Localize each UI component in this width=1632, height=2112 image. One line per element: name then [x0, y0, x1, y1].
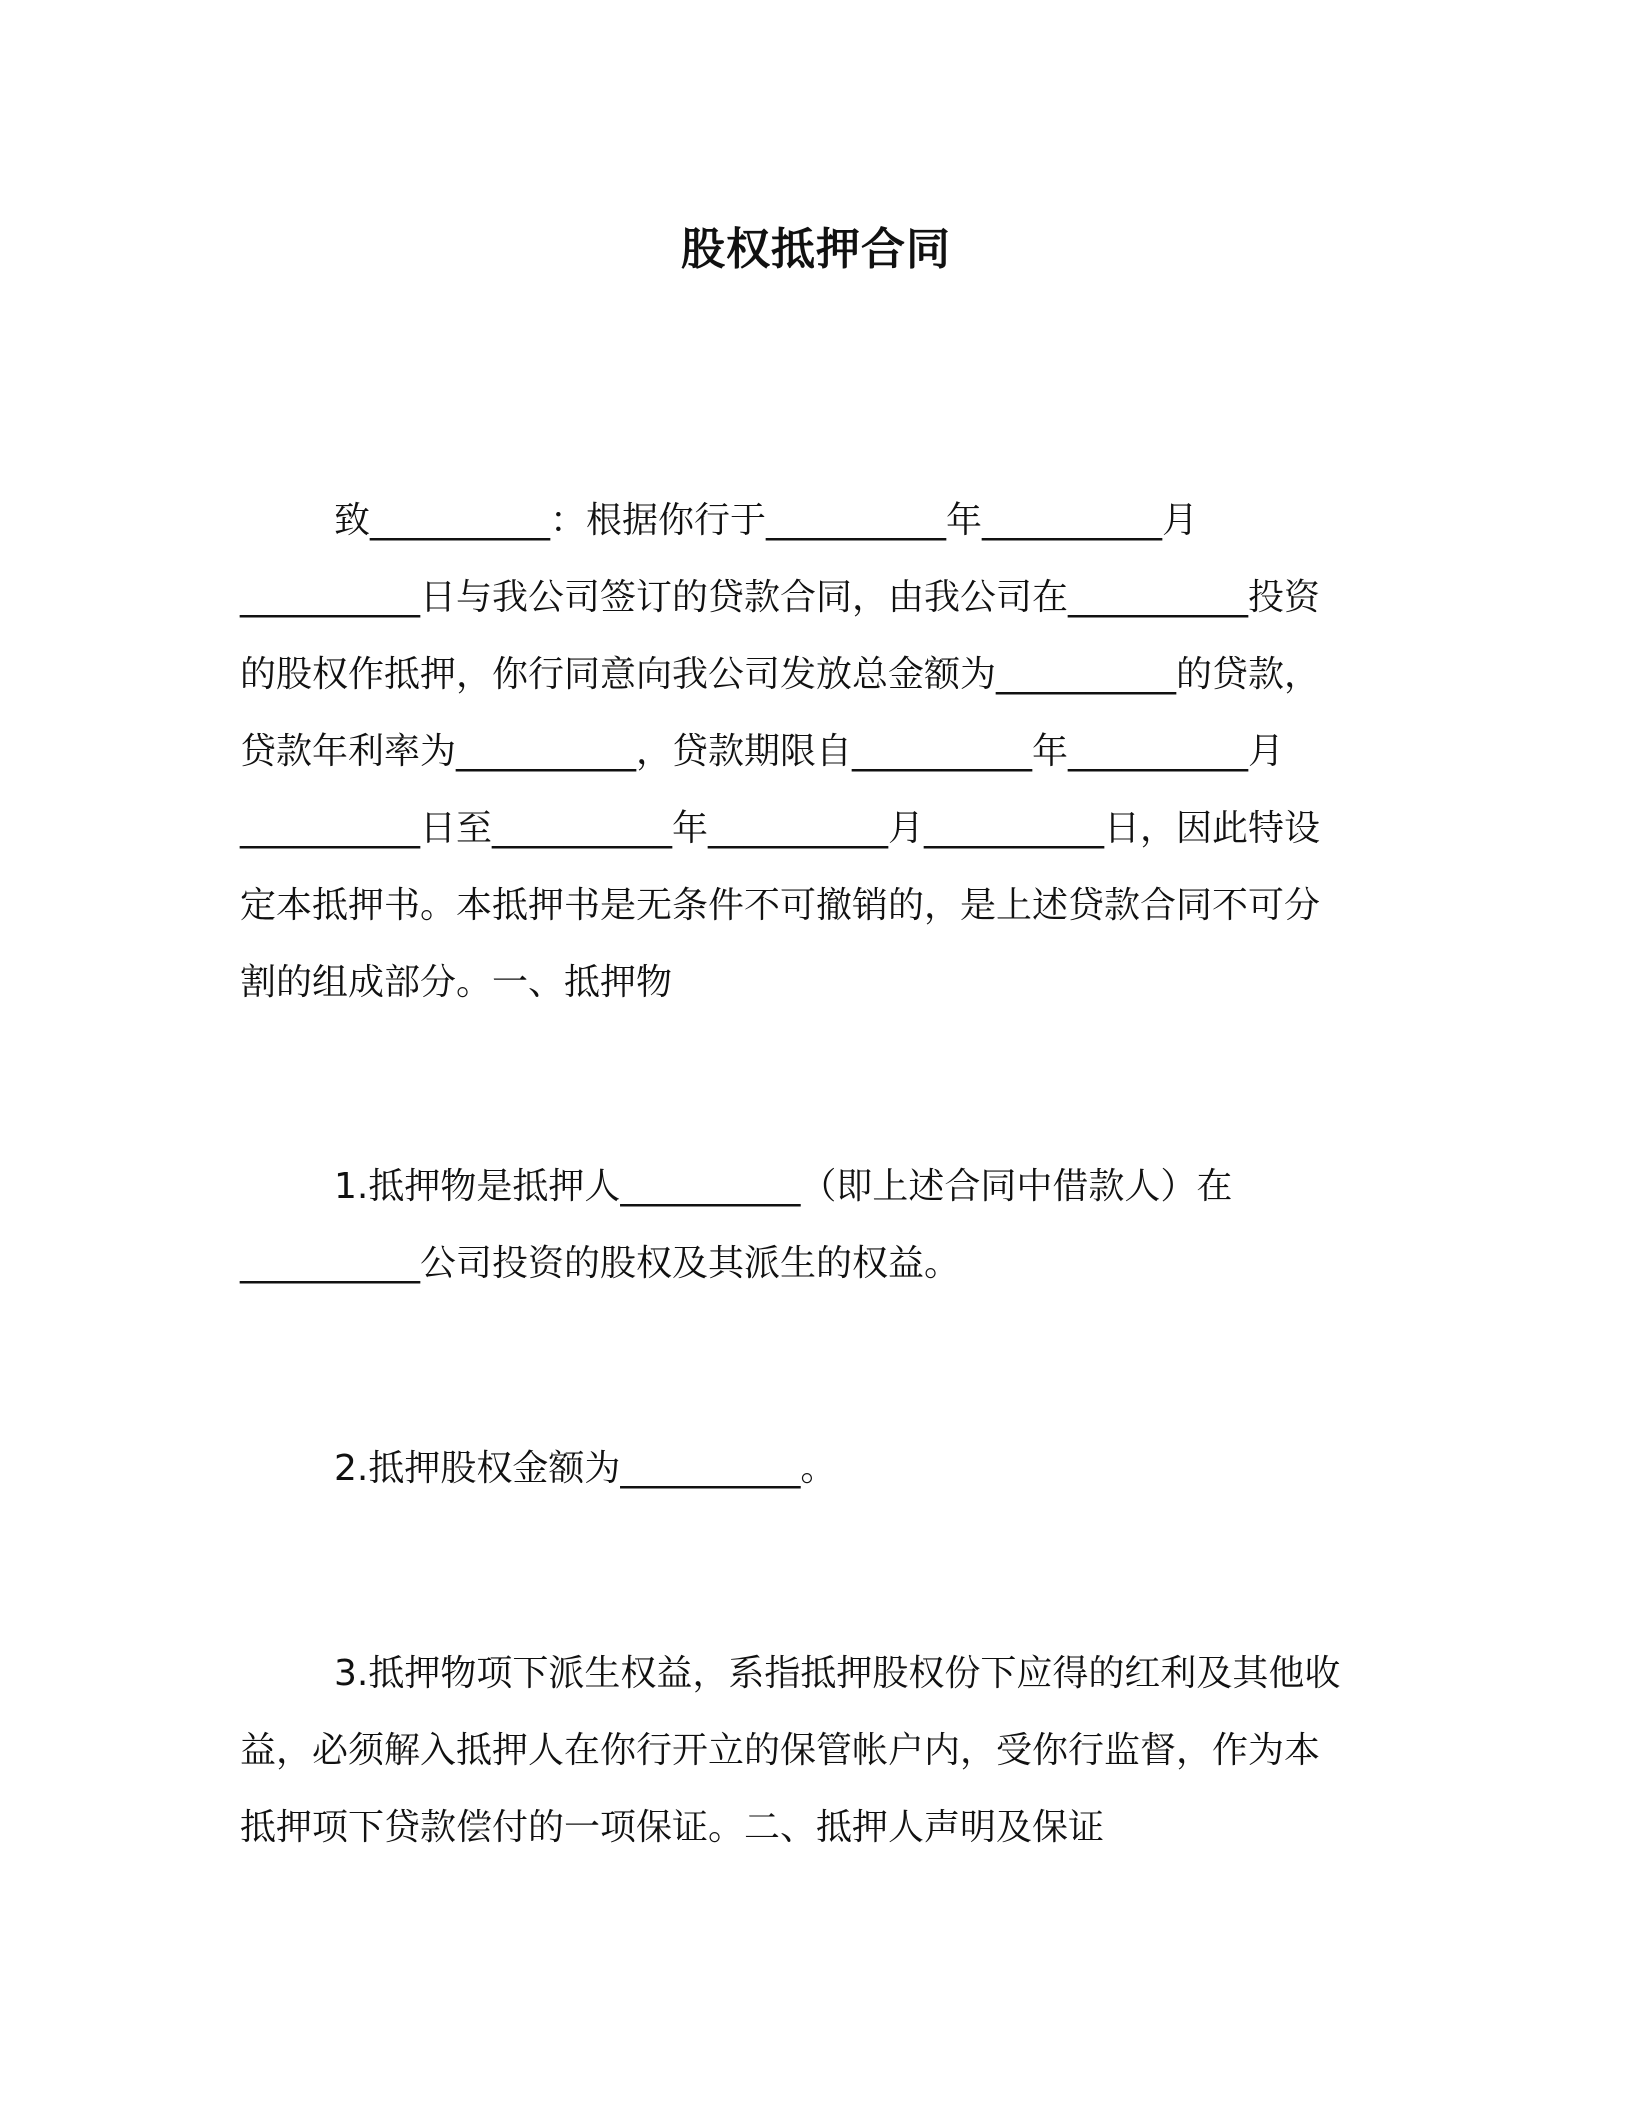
text-line: 定本抵押书。本抵押书是无条件不可撤销的，是上述贷款合同不可分	[240, 885, 1321, 926]
text-line: 贷款年利率为__________，贷款期限自__________年__________月	[240, 731, 1285, 772]
text-line: 益，必须解入抵押人在你行开立的保管帐户内，受你行监督，作为本	[240, 1730, 1321, 1771]
clause-3-paragraph	[240, 1635, 1370, 1866]
text-line: __________日与我公司签订的贷款合同，由我公司在__________投资	[240, 577, 1321, 618]
clause-1-paragraph	[240, 1148, 1370, 1302]
clause-2-paragraph	[240, 1430, 1370, 1507]
text-line: 抵押项下贷款偿付的一项保证。二、抵押人声明及保证	[240, 1807, 1105, 1848]
text-line: __________日至__________年__________月__________日，因此特设	[240, 808, 1321, 849]
text-line: 的股权作抵押，你行同意向我公司发放总金额为__________的贷款，	[240, 654, 1321, 695]
text-line: 1.抵押物是抵押人__________（即上述合同中借款人）在	[334, 1166, 1233, 1207]
text-line: 3.抵押物项下派生权益，系指抵押股权份下应得的红利及其他收	[334, 1653, 1341, 1694]
text-line: 割的组成部分。一、抵押物	[240, 962, 673, 1003]
text-line: __________公司投资的股权及其派生的权益。	[240, 1243, 961, 1284]
text-line: 2.抵押股权金额为__________。	[334, 1448, 837, 1489]
document-title: 股权抵押合同	[681, 224, 951, 275]
intro-paragraph	[240, 482, 1370, 1021]
text-line: 致__________：根据你行于__________年__________月	[334, 500, 1199, 541]
